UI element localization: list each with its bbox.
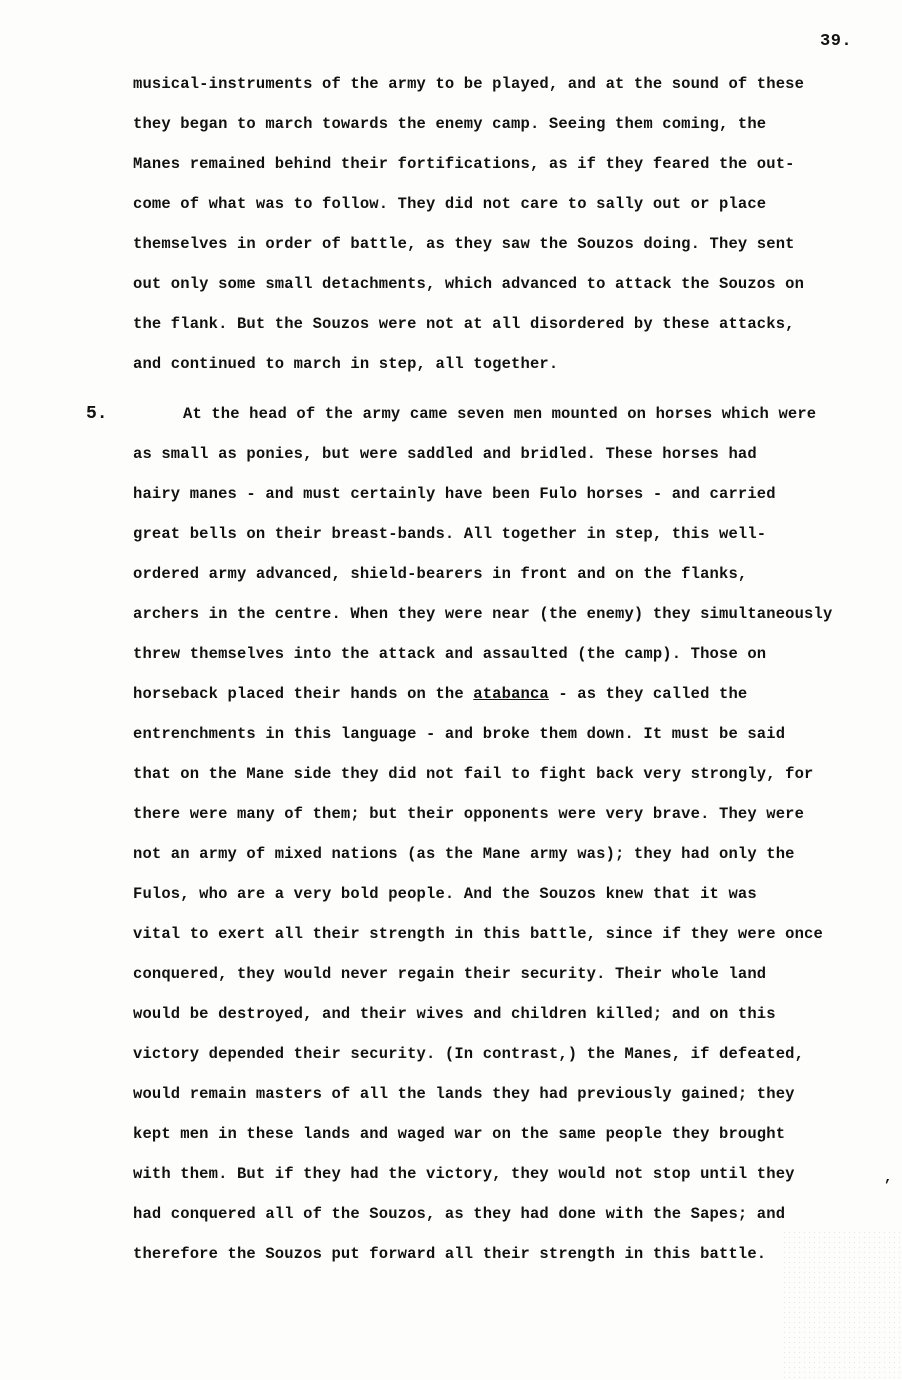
text-line: not an army of mixed nations (as the Mane army was); they had only the (133, 845, 795, 863)
text-line: Manes remained behind their fortifications, as if they feared the out- (133, 155, 795, 173)
underlined-term: atabanca (473, 685, 549, 703)
text-segment: horseback placed their hands on the (133, 685, 474, 703)
text-line-atabanca (133, 684, 747, 704)
text-line: hairy manes - and must certainly have been Fulo horses - and carried (133, 485, 776, 503)
text-line: themselves in order of battle, as they saw the Souzos doing. They sent (133, 235, 795, 253)
page-number: 39. (820, 32, 853, 51)
text-line: conquered, they would never regain their security. Their whole land (133, 965, 767, 983)
text-line: victory depended their security. (In contrast,) the Manes, if defeated, (133, 1045, 805, 1063)
text-line: therefore the Souzos put forward all their strength in this battle. (133, 1245, 767, 1263)
text-line: as small as ponies, but were saddled and bridled. These horses had (133, 445, 757, 463)
text-line: out only some small detachments, which advanced to attack the Souzos on (133, 275, 805, 293)
text-line: kept men in these lands and waged war on the same people they brought (133, 1125, 786, 1143)
text-line: that on the Mane side they did not fail to fight back very strongly, for (133, 765, 814, 783)
text-line: come of what was to follow. They did not care to sally out or place (133, 195, 767, 213)
text-line: had conquered all of the Souzos, as they had done with the Sapes; and (133, 1205, 786, 1223)
paragraph-number: 5. (86, 404, 108, 424)
text-line: Fulos, who are a very bold people. And the Souzos knew that it was (133, 885, 757, 903)
text-line: archers in the centre. When they were near (the enemy) they simultaneously (133, 605, 833, 623)
text-line: threw themselves into the attack and assaulted (the camp). Those on (133, 645, 767, 663)
text-line: entrenchments in this language - and broke them down. It must be said (133, 725, 786, 743)
text-line: great bells on their breast-bands. All together in step, this well- (133, 525, 767, 543)
text-line: would remain masters of all the lands they had previously gained; they (133, 1085, 795, 1103)
text-line: would be destroyed, and their wives and children killed; and on this (133, 1005, 776, 1023)
text-segment: - as they called the (548, 685, 748, 703)
text-line: the flank. But the Souzos were not at all disordered by these attacks, (133, 315, 795, 333)
paper-speckle (782, 1230, 902, 1380)
text-line: and continued to march in step, all together. (133, 355, 559, 373)
text-line: vital to exert all their strength in this battle, since if they were once (133, 925, 823, 943)
text-line: musical-instruments of the army to be played, and at the sound of these (133, 75, 805, 93)
text-line: with them. But if they had the victory, they would not stop until they (133, 1165, 795, 1183)
text-line: they began to march towards the enemy camp. Seeing them coming, the (133, 115, 767, 133)
text-line: there were many of them; but their opponents were very brave. They were (133, 805, 805, 823)
text-line: At the head of the army came seven men mounted on horses which were (183, 405, 817, 423)
text-line: ordered army advanced, shield-bearers in front and on the flanks, (133, 565, 748, 583)
stray-mark: , (884, 1170, 893, 1186)
